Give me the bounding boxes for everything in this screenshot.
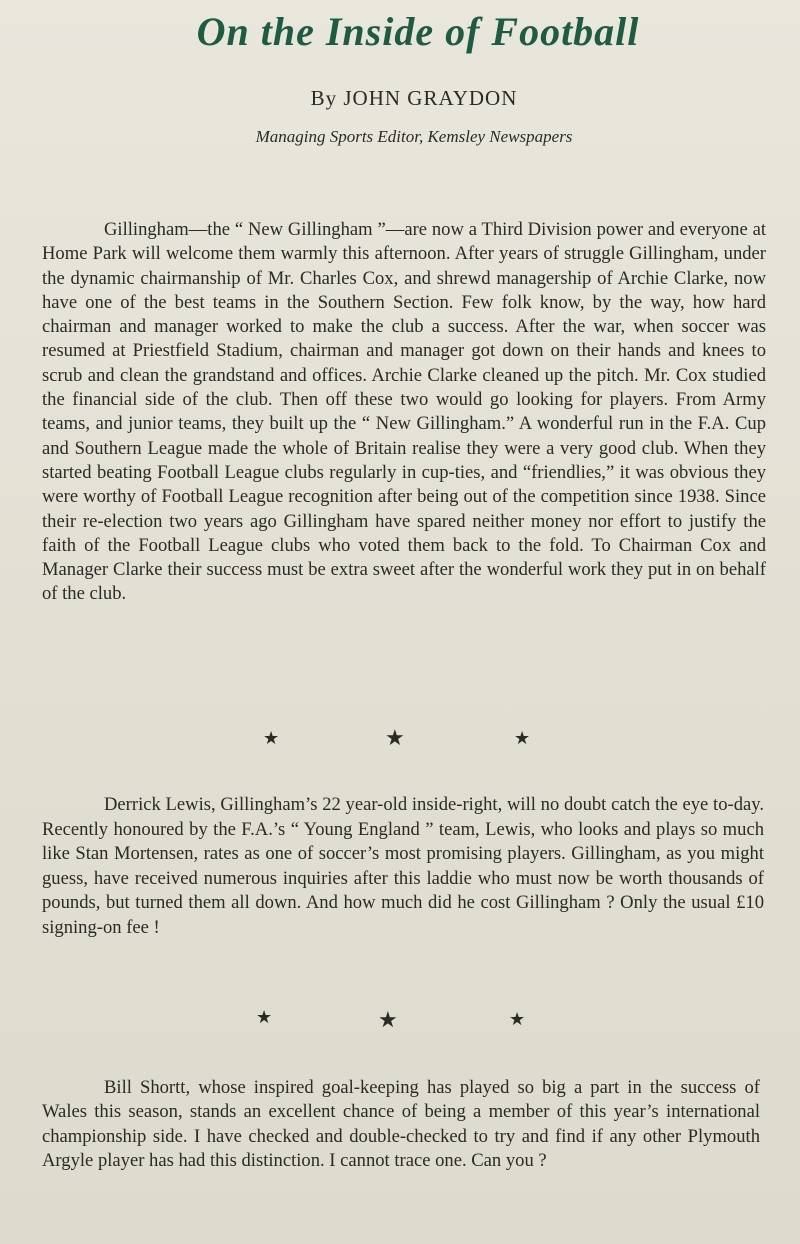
- article-paragraph-gillingham: Gillingham—the “ New Gillingham ”—are now a Third Division power and everyone at Home Park will welcome them warmly this afternoon. After years of struggle Gillingham, under the dynamic chairmanship of Mr. Charles Cox, and shrewd managership of Archie Clarke, now have one of the best teams in the Southern Section. Few folk know, by the way, how hard chairman and manager worked to make the club a success. After the war, when soccer was resumed at Priestfield Stadium, chairman and manager got down on their hands and knees to scrub and clean the grandstand and offices. Archie Clarke cleaned up the pitch. Mr. Cox studied the financial side of the club. Then off these two would go looking for players. From Army teams, and junior teams, they built up the “ New Gillingham.” A wonderful run in the F.A. Cup and Southern League made the whole of Britain realise they were a very good club. When they started beating Football League clubs regularly in cup-ties, and “friendlies,” it was obvious they were worthy of Football League recognition after being out of the competition since 1938. Since their re-election two years ago Gillingham have spared neither money nor effort to justify the faith of the Football League clubs who voted them back to the fold. To Chairman Cox and Manager Clarke their success must be extra sweet after the wonderful work they put in on behalf of the club.: [42, 219, 766, 605]
- star-icon: ★: [509, 1009, 526, 1030]
- article-paragraph-bill-shortt: Bill Shortt, whose inspired goal-keeping has played so big a part in the success of Wales this season, stands an excellent chance of being a member of this year’s international championship side. I have checked and double-checked to try and find if any other Plymouth Argyle player has had this distinction. I cannot trace one. Can you ?: [42, 1077, 760, 1172]
- star-separator: [0, 726, 800, 756]
- star-separator: [0, 1005, 800, 1035]
- author-byline: By JOHN GRAYDON: [310, 86, 518, 110]
- star-icon: ★: [378, 1008, 398, 1033]
- article-title: On the Inside of Football: [196, 9, 640, 54]
- star-icon: ★: [263, 728, 280, 749]
- star-icon: ★: [385, 726, 405, 751]
- author-affiliation: Managing Sports Editor, Kemsley Newspapers: [255, 127, 573, 146]
- article-paragraph-derrick-lewis: Derrick Lewis, Gillingham’s 22 year-old inside-right, will no doubt catch the eye to-day. Recently honoured by the F.A.’s “ Young England ” team, Lewis, who looks and plays so much like Stan Mortensen, rates as one of soccer’s most promising players. Gillingham, as you might guess, have received numerous inquiries after this laddie who must now be worth thousands of pounds, but turned them all down. And how much did he cost Gillingham ? Only the usual £10 signing-on fee !: [42, 794, 764, 938]
- star-icon: ★: [256, 1007, 273, 1028]
- star-icon: ★: [514, 728, 531, 749]
